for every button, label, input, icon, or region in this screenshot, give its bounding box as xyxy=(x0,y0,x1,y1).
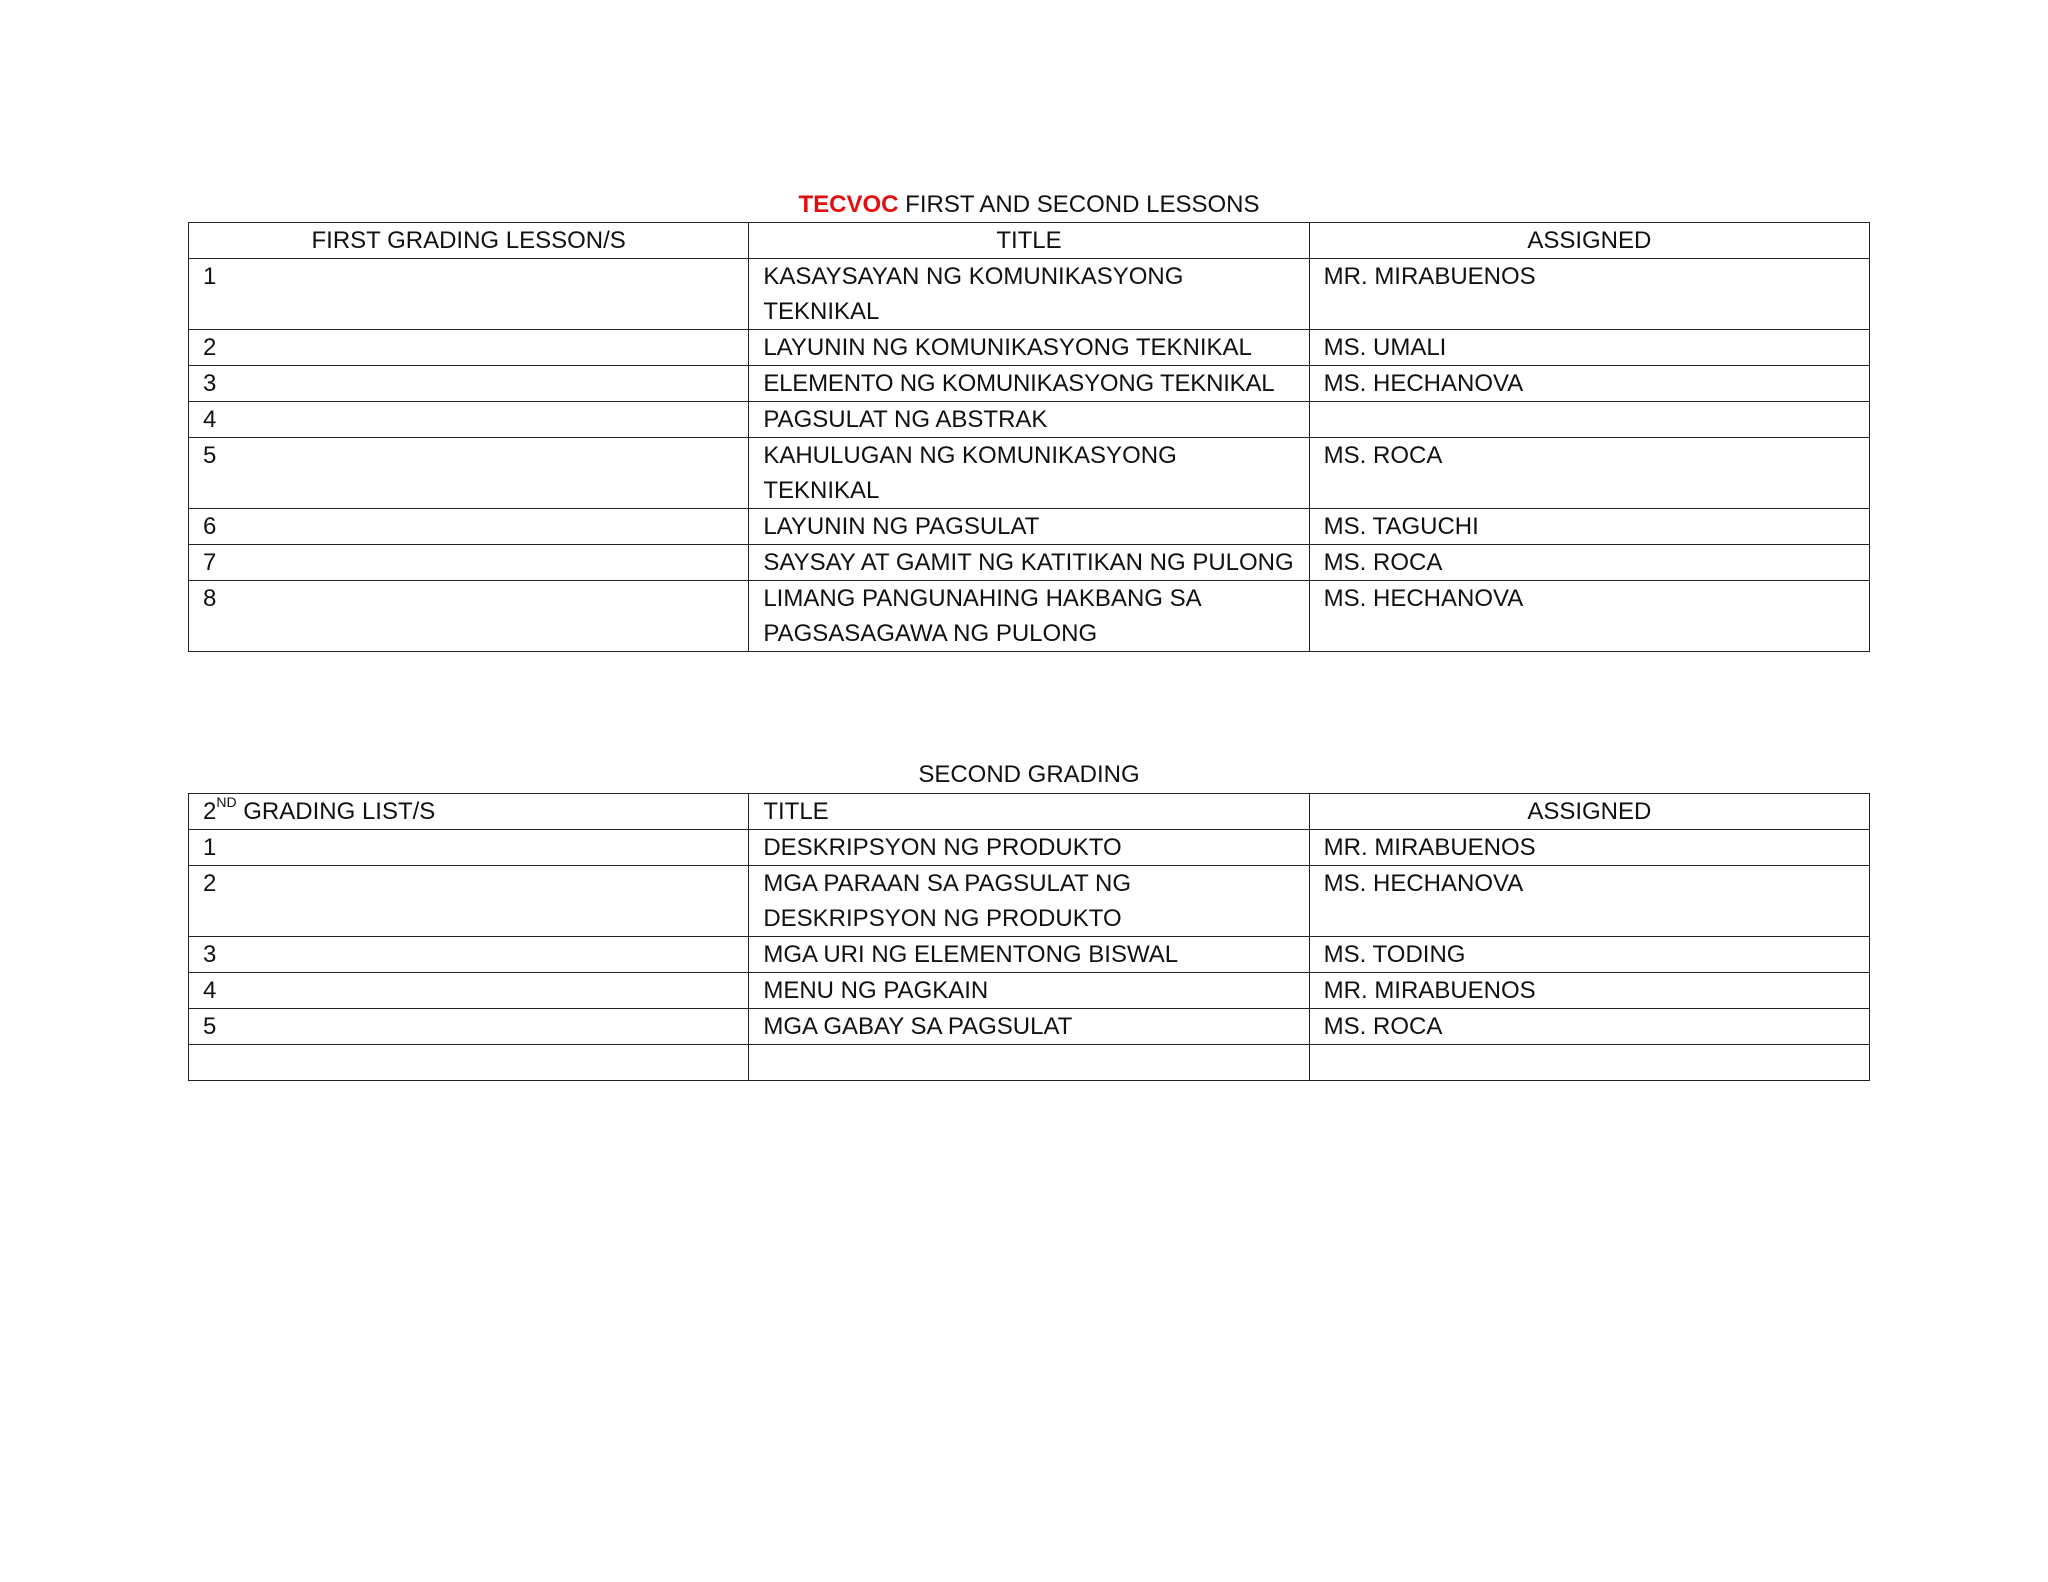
brand-label: TECVOC xyxy=(798,191,899,218)
table-row xyxy=(189,259,1870,330)
table-row xyxy=(189,402,1870,438)
lesson-title-cell: MENU NG PAGKAIN xyxy=(749,973,1309,1009)
lesson-number-cell: 3 xyxy=(189,366,749,402)
table-row xyxy=(189,830,1870,866)
lesson-number-cell: 1 xyxy=(189,259,749,330)
lesson-title-cell: DESKRIPSYON NG PRODUKTO xyxy=(749,830,1309,866)
lesson-title-cell: MGA PARAAN SA PAGSULAT NG DESKRIPSYON NG PRODUKTO xyxy=(749,866,1309,937)
second-grading-table xyxy=(188,793,1870,1081)
lesson-title-cell: MGA GABAY SA PAGSULAT xyxy=(749,1009,1309,1045)
table-row xyxy=(189,366,1870,402)
lesson-title-cell: MGA URI NG ELEMENTONG BISWAL xyxy=(749,937,1309,973)
lesson-number-cell: 1 xyxy=(189,830,749,866)
lesson-number-cell: 5 xyxy=(189,438,749,509)
ordinal-suffix: ND xyxy=(216,794,237,810)
lesson-title-cell: KASAYSAYAN NG KOMUNIKASYONG TEKNIKAL xyxy=(749,259,1309,330)
table-header-row xyxy=(189,794,1870,830)
assigned-cell: MS. TODING xyxy=(1309,937,1869,973)
column-header-list xyxy=(189,794,749,830)
section-heading: SECOND GRADING xyxy=(918,761,1140,788)
assigned-cell: MR. MIRABUENOS xyxy=(1309,259,1869,330)
assigned-cell: MR. MIRABUENOS xyxy=(1309,830,1869,866)
assigned-cell: MS. UMALI xyxy=(1309,330,1869,366)
table-row xyxy=(189,330,1870,366)
column-header-assigned: ASSIGNED xyxy=(1309,794,1869,830)
table-row xyxy=(189,1045,1870,1081)
lesson-title-cell: SAYSAY AT GAMIT NG KATITIKAN NG PULONG xyxy=(749,545,1309,581)
lesson-number-cell: 8 xyxy=(189,581,749,652)
table-row xyxy=(189,581,1870,652)
lesson-number-cell: 5 xyxy=(189,1009,749,1045)
table-row xyxy=(189,1009,1870,1045)
assigned-cell: MS. HECHANOVA xyxy=(1309,366,1869,402)
table-header-row xyxy=(189,223,1870,259)
column-header-title: TITLE xyxy=(749,223,1309,259)
table-row xyxy=(189,438,1870,509)
table-row xyxy=(189,866,1870,937)
lesson-title-cell: KAHULUGAN NG KOMUNIKASYONG TEKNIKAL xyxy=(749,438,1309,509)
lesson-number-cell: 6 xyxy=(189,509,749,545)
lesson-title-cell: LIMANG PANGUNAHING HAKBANG SA PAGSASAGAWA NG PULONG xyxy=(749,581,1309,652)
lesson-number-cell: 7 xyxy=(189,545,749,581)
assigned-cell: MS. ROCA xyxy=(1309,438,1869,509)
lesson-number-cell: 4 xyxy=(189,973,749,1009)
lesson-number-cell: 4 xyxy=(189,402,749,438)
lesson-title-cell: PAGSULAT NG ABSTRAK xyxy=(749,402,1309,438)
assigned-cell: MS. ROCA xyxy=(1309,545,1869,581)
document-title xyxy=(188,190,1870,220)
assigned-cell: MS. HECHANOVA xyxy=(1309,866,1869,937)
lesson-number-cell: 3 xyxy=(189,937,749,973)
column-header-lesson: FIRST GRADING LESSON/S xyxy=(189,223,749,259)
table-row xyxy=(189,973,1870,1009)
table-row xyxy=(189,545,1870,581)
grade-number: 2 xyxy=(203,798,217,825)
lesson-number-cell: 2 xyxy=(189,866,749,937)
first-grading-table xyxy=(188,222,1870,652)
table-row xyxy=(189,509,1870,545)
lesson-title-cell: LAYUNIN NG PAGSULAT xyxy=(749,509,1309,545)
lesson-title-cell: LAYUNIN NG KOMUNIKASYONG TEKNIKAL xyxy=(749,330,1309,366)
assigned-cell: MS. ROCA xyxy=(1309,1009,1869,1045)
column-header-assigned: ASSIGNED xyxy=(1309,223,1869,259)
column-header-title: TITLE xyxy=(749,794,1309,830)
table-row xyxy=(189,937,1870,973)
assigned-cell xyxy=(1309,1045,1869,1081)
column-header-list-text: GRADING LIST/S xyxy=(236,798,436,825)
assigned-cell: MR. MIRABUENOS xyxy=(1309,973,1869,1009)
assigned-cell: MS. TAGUCHI xyxy=(1309,509,1869,545)
lesson-number-cell: 2 xyxy=(189,330,749,366)
lesson-title-cell: ELEMENTO NG KOMUNIKASYONG TEKNIKAL xyxy=(749,366,1309,402)
assigned-cell: MS. HECHANOVA xyxy=(1309,581,1869,652)
lesson-title-cell xyxy=(749,1045,1309,1081)
title-text: FIRST AND SECOND LESSONS xyxy=(898,191,1260,218)
assigned-cell xyxy=(1309,402,1869,438)
lesson-number-cell xyxy=(189,1045,749,1081)
